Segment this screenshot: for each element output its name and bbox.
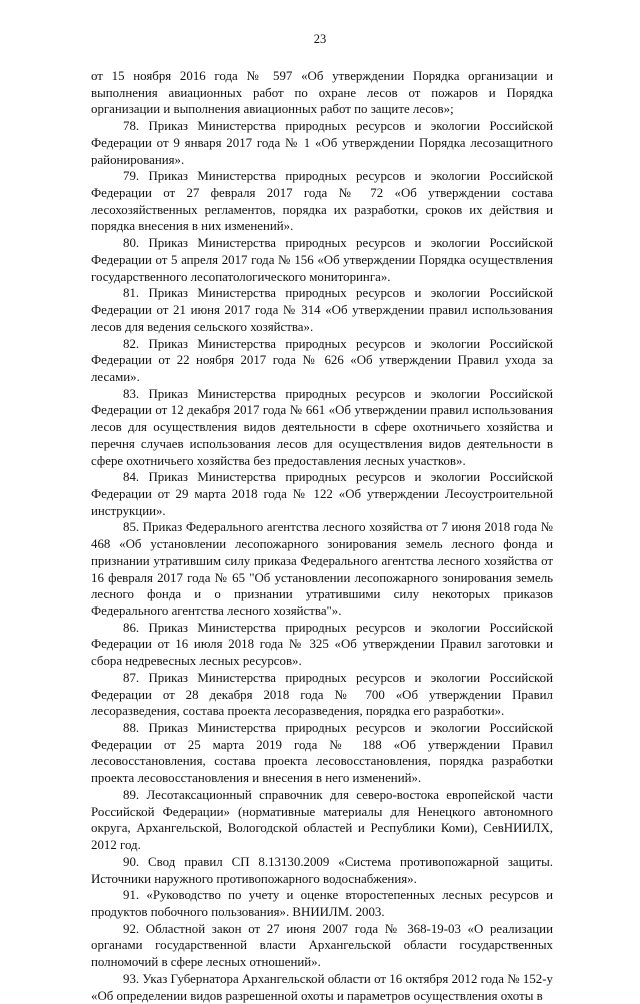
list-item [91,720,553,787]
item-text: Приказ Министерства природных ресурсов и экологии Российской Федерации от 29 марта 2018 года № 122 «Об утверждении Лесоустроительной инструкции». [91,470,553,518]
item-number: 87. [123,670,140,685]
list-item [91,620,553,670]
item-number: 86. [123,620,140,635]
item-number: 84. [123,470,140,485]
list-item [91,336,553,386]
item-number: 78. [123,119,140,134]
item-text: Приказ Министерства природных ресурсов и экологии Российской Федерации от 9 января 2017 года № 1 «Об утверждении Порядка лесозащитного районирования». [91,119,553,167]
list-item [91,285,553,335]
item-number: 91. [123,888,140,903]
item-number: 90. [123,854,140,869]
list-item [91,469,553,519]
continuation-paragraph: от 15 ноября 2016 года № 597 «Об утверждении Порядка организации и выполнения авиационных работ по охране лесов от пожаров и Порядка организации и выполнения авиационных работ по защите лесов»; [91,69,553,117]
list-item [91,670,553,720]
item-number: 88. [123,721,140,736]
list-item [91,887,553,920]
item-text: Приказ Министерства природных ресурсов и экологии Российской Федерации от 12 декабря 2017 года № 661 «Об утверждении правил использования лесов для осуществления видов деятельности в сфере охотничьего хозяйства и перечня случаев использования лесов для осуществления видов деятельности в сфере охотничьего хозяйства без предоставления лесных участков». [91,386,553,468]
list-item [91,168,553,235]
item-number: 85. [123,520,140,535]
list-item [91,235,553,285]
document-body [91,68,553,1004]
item-number: 81. [123,286,140,301]
list-item [91,921,553,971]
item-text: Приказ Министерства природных ресурсов и экологии Российской Федерации от 16 июля 2018 года № 325 «Об утверждении Правил заготовки и сбора недревесных лесных ресурсов». [91,620,553,669]
item-number: 83. [123,386,140,401]
item-text: Указ Губернатора Архангельской области от 16 октября 2012 года № 152-у «Об определении видов разрешенной охоты и параметров осуществления охоты в [91,971,553,1003]
item-number: 93. [123,971,140,986]
list-item [91,971,553,1004]
item-number: 79. [123,169,140,184]
item-number: 80. [123,236,140,251]
item-text: Лесотаксационный справочник для северо-востока европейской части Российской Федерации» (нормативные материалы для Ненецкого автономного округа, Архангельской, Вологодской областей и Республики Коми), СевНИИЛХ, 2012 год. [91,787,553,853]
item-text: Свод правил СП 8.13130.2009 «Система противопожарной защиты. Источники наружного противопожарного водоснабжения». [91,854,553,886]
page-number: 23 [313,32,327,46]
item-text: Приказ Министерства природных ресурсов и экологии Российской Федерации от 28 декабря 2018 года № 700 «Об утверждении Правил лесоразведения, состава проекта лесоразведения, порядка его разработки». [91,670,553,719]
item-text: Областной закон от 27 июня 2007 года № 368-19-03 «О реализации органами государственной власти Архангельской области государственных полномочий в сфере лесных отношений». [91,921,553,970]
list-item [91,854,553,887]
item-number: 89. [123,787,140,802]
item-text: Приказ Министерства природных ресурсов и экологии Российской Федерации от 25 марта 2019 года № 188 «Об утверждении Правил лесовосстановления, состава проекта лесовосстановления, порядка разработки проекта лесовосстановления и внесения в него изменений». [91,721,553,786]
item-text: Приказ Министерства природных ресурсов и экологии Российской Федерации от 5 апреля 2017 года № 156 «Об утверждении Порядка осуществления государственного лесопатологического мониторинга». [91,236,553,284]
item-number: 82. [123,336,140,351]
item-text: Приказ Министерства природных ресурсов и экологии Российской Федерации от 22 ноября 2017 года № 626 «Об утверждении Правил ухода за лесами». [91,336,553,384]
list-item [91,118,553,168]
list-item [91,386,553,470]
list-item [91,787,553,854]
item-number: 92. [123,921,140,936]
item-text: «Руководство по учету и оценке второстепенных лесных ресурсов и продуктов побочного пользования». ВНИИЛМ. 2003. [91,888,553,919]
list-item [91,519,553,619]
item-text: Приказ Министерства природных ресурсов и экологии Российской Федерации от 27 февраля 2017 года № 72 «Об утверждении состава лесохозяйственных регламентов, порядка их разработки, сроков их действия и порядка внесения в них изменений». [91,169,553,234]
item-text: Приказ Федерального агентства лесного хозяйства от 7 июня 2018 года № 468 «Об установлении лесопожарного зонирования земель лесного фонда и признании утратившим силу приказа Федерального агентства лесного хозяйства от 16 февраля 2017 года № 65 "Об установлении лесопожарного зонирования земель лесного фонда и о признании утратившими силу некоторых приказов Федерального агентства лесного хозяйства"». [91,520,553,618]
item-text: Приказ Министерства природных ресурсов и экологии Российской Федерации от 21 июня 2017 года № 314 «Об утверждении правил использования лесов для ведения сельского хозяйства». [91,286,553,334]
